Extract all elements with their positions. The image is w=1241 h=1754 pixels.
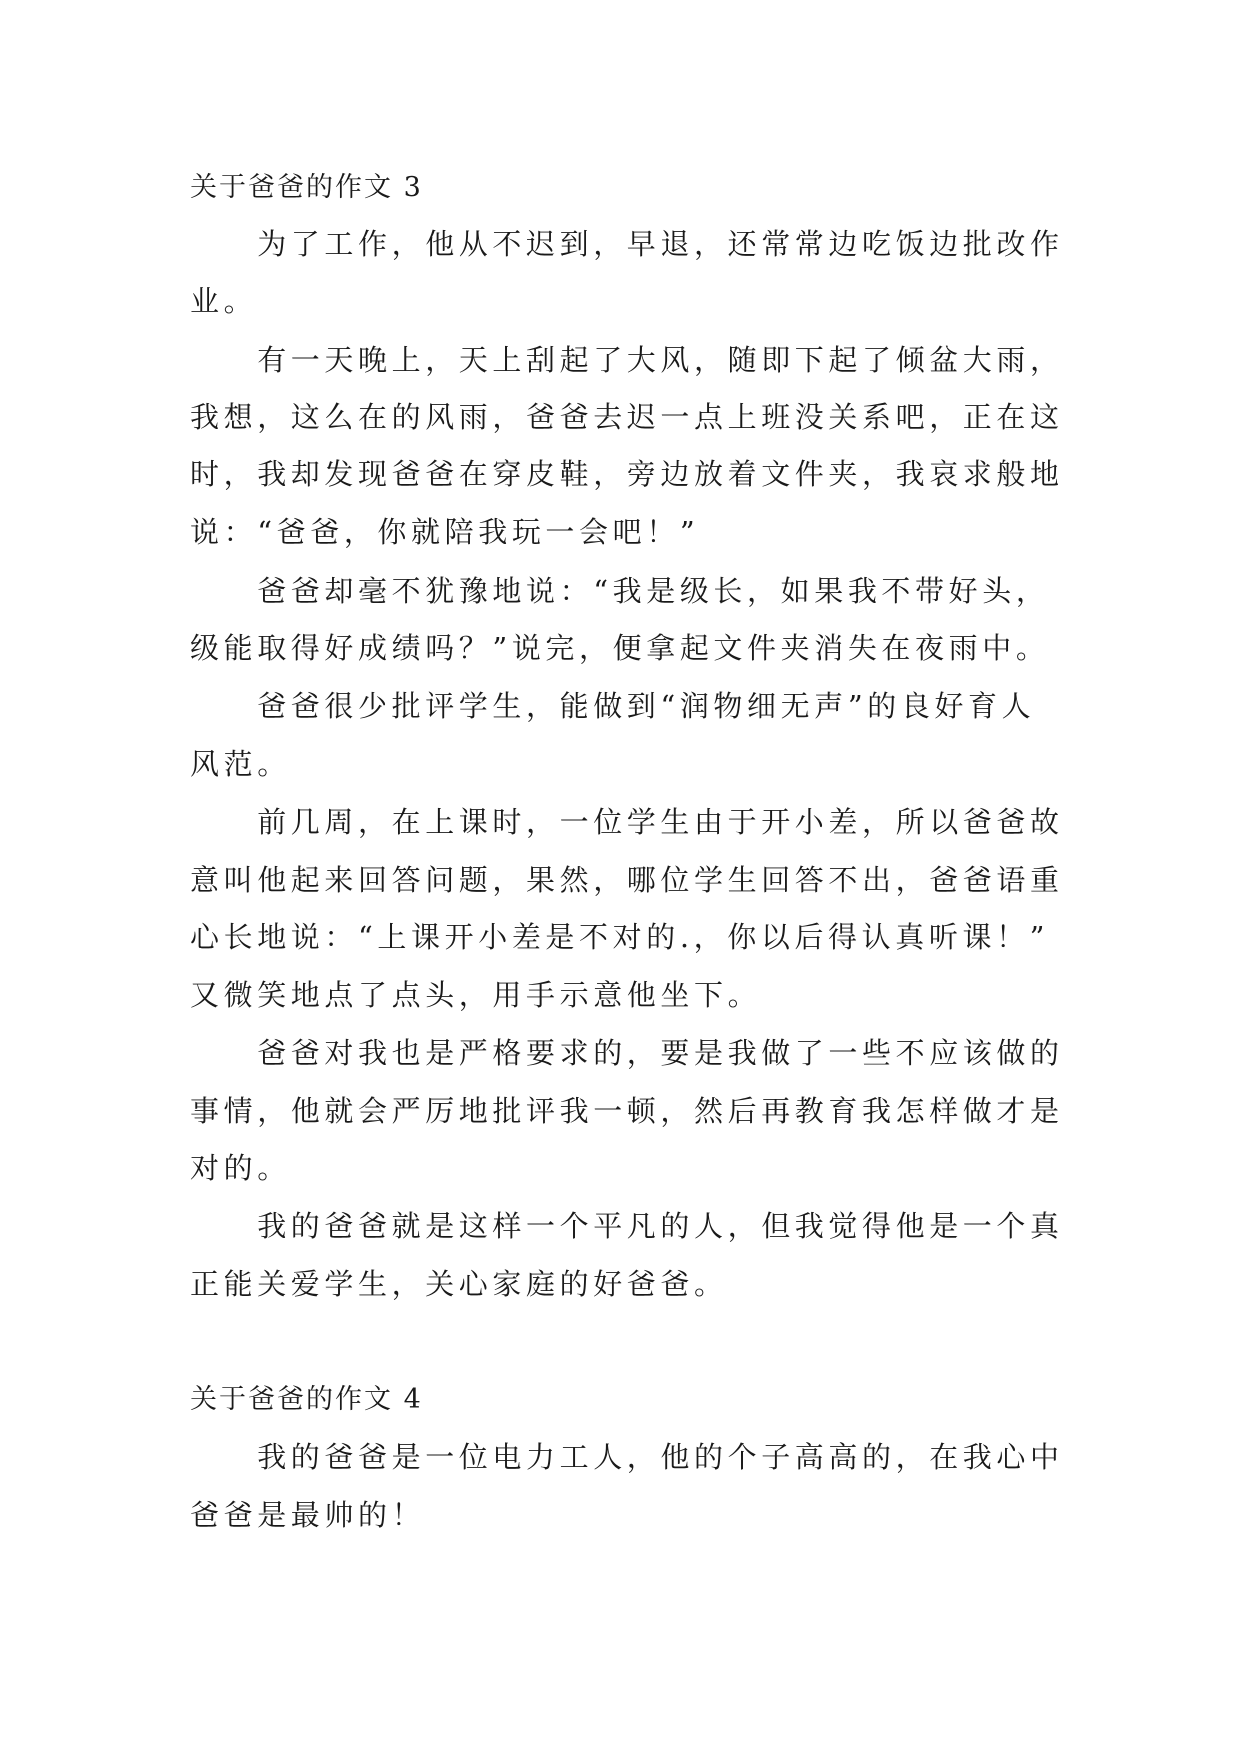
essay-3-line: 爸爸很少批评学生，能做到“润物细无声”的良好育人: [190, 689, 1036, 723]
essay-4-line: 我的爸爸是一位电力工人，他的个子高高的，在我心中: [190, 1440, 1064, 1474]
essay-3-line: 前几周，在上课时，一位学生由于开小差，所以爸爸故: [190, 805, 1064, 839]
essay-3-line: 我想，这么在的风雨，爸爸去迟一点上班没关系吧，正在这: [190, 400, 1064, 434]
essay-3-line: 爸爸却毫不犹豫地说：“我是级长，如果我不带好头，: [190, 574, 1050, 608]
essay-3-line: 风范。: [190, 747, 291, 781]
essay-3-line: 心长地说：“上课开小差是不对的.，你以后得认真听课！”: [190, 920, 1050, 954]
essay-3-title: 关于爸爸的作文 3: [190, 172, 423, 203]
essay-3-line: 我的爸爸就是这样一个平凡的人，但我觉得他是一个真: [190, 1209, 1064, 1243]
essay-3-line: 对的。: [190, 1151, 291, 1185]
essay-3-line: 正能关爱学生，关心家庭的好爸爸。: [190, 1267, 728, 1301]
essay-3-line: 业。: [190, 284, 258, 318]
essay-4-line: 爸爸是最帅的！: [190, 1498, 426, 1532]
essay-3-line: 级能取得好成绩吗？”说完，便拿起文件夹消失在夜雨中。: [190, 631, 1050, 665]
essay-3-line: 意叫他起来回答问题，果然，哪位学生回答不出，爸爸语重: [190, 863, 1064, 897]
essay-3-line: 事情，他就会严厉地批评我一顿，然后再教育我怎样做才是: [190, 1094, 1064, 1128]
essay-3-line: 说：“爸爸，你就陪我玩一会吧！”: [190, 515, 700, 549]
essay-3-line: 又微笑地点了点头，用手示意他坐下。: [190, 978, 762, 1012]
essay-3-line: 有一天晚上，天上刮起了大风，随即下起了倾盆大雨，: [190, 343, 1064, 377]
essay-3-line: 爸爸对我也是严格要求的，要是我做了一些不应该做的: [190, 1036, 1064, 1070]
essay-3-line: 为了工作，他从不迟到，早退，还常常边吃饭边批改作: [190, 227, 1064, 261]
essay-3-line: 时，我却发现爸爸在穿皮鞋，旁边放着文件夹，我哀求般地: [190, 457, 1064, 491]
essay-4-title: 关于爸爸的作文 4: [190, 1384, 423, 1415]
